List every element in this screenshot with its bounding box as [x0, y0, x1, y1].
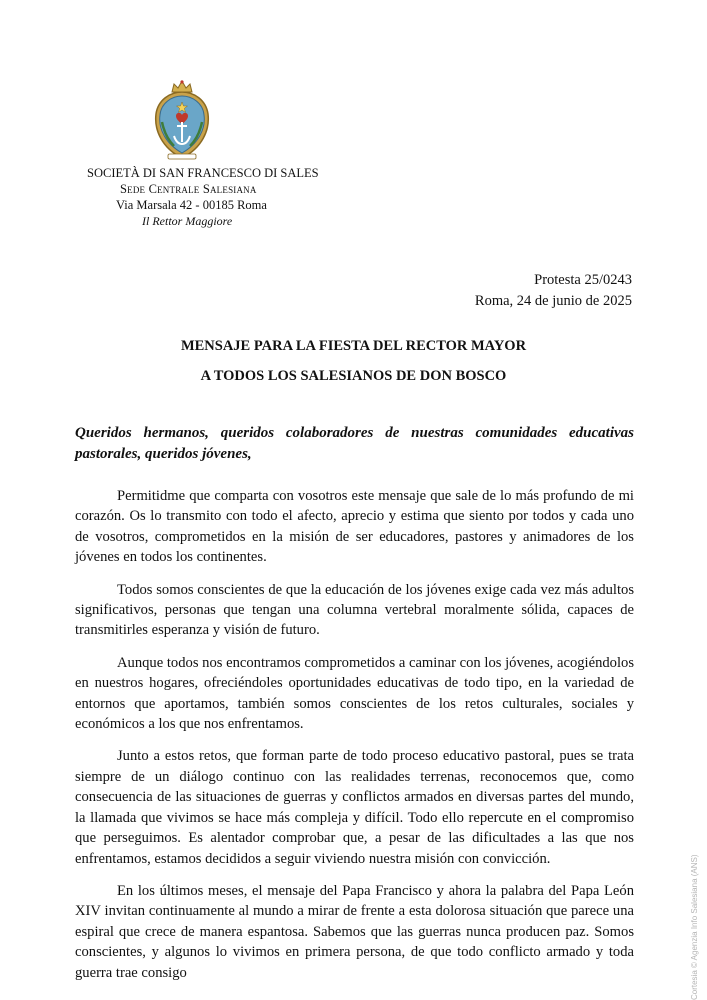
paragraph: Aunque todos nos encontramos comprometidos a caminar con los jóvenes, acogiéndolos en nuestros hogares, ofreciéndoles oportunidades educativas de todo tipo, en la variedad de entornos que aportamos, también somos conscientes de los retos culturales, sociales y económicos a los que nos enfrentamos. — [75, 654, 634, 733]
reference-block — [475, 270, 632, 312]
organization-header — [87, 165, 347, 229]
salesian-crest-logo — [150, 78, 214, 162]
place-date: Roma, 24 de junio de 2025 — [474, 293, 632, 309]
org-sede: Sede Centrale Salesiana — [120, 182, 257, 196]
paragraph: Junto a estos retos, que forman parte de todo proceso educativo pastoral, pues se trata siempre de un diálogo continuo con las realidades terrenas, reconocemos que, como consecuencia de las situaciones de guerras y conflictos armados en diversas partes del mundo, la llamada que vivimos se hace más compleja y difícil. Todo ello repercute en el compromiso que perseguimos. Es alentador comprobar que, a pesar de las dificultades a las que nos enfrentamos, estamos decididos a seguir viviendo nuestra misión con convicción. — [75, 748, 634, 867]
document-title: MENSAJE PARA LA FIESTA DEL RECTOR MAYOR — [180, 338, 527, 354]
org-address: Via Marsala 42 - 00185 Roma — [116, 198, 267, 212]
paragraph: En los últimos meses, el mensaje del Papa Francisco y ahora la palabra del Papa León XIV invitan continuamente al mundo a mirar de frente a esta dolorosa situación que parece una espiral que crece de manera espantosa. Sabemos que las guerras nunca producen paz. Somos conscientes, y algunos lo vivimos en primera persona, de que todo conflicto armado y toda guerra trae consigo — [75, 882, 634, 981]
document-subtitle: A TODOS LOS SALESIANOS DE DON BOSCO — [200, 368, 507, 384]
letter-body — [75, 486, 634, 995]
paragraph: Todos somos conscientes de que la educación de los jóvenes exige cada vez más adultos significativos, personas que tengan una columna vertebral moralmente sólida, capaces de transmitirles esperanza y visión de futuro. — [75, 581, 634, 639]
side-credit: Cortesia © Agenzia Info Salesiana (ANS) — [690, 854, 699, 1000]
paragraph: Permitidme que comparta con vosotros este mensaje que sale de lo más profundo de mi corazón. Os lo transmito con todo el afecto, aprecio y estima que siento por todos y cada uno de vosotros, comprometidos en la misión de ser educadores, pastores y animadores de los jóvenes en todos los continentes. — [75, 488, 634, 566]
org-office: Il Rettor Maggiore — [142, 214, 233, 228]
protocol-number: Protesta 25/0243 — [534, 272, 632, 288]
org-name: SOCIETÀ DI SAN FRANCESCO DI SALES — [87, 166, 319, 180]
greeting: Queridos hermanos, queridos colaboradores de nuestras comunidades educativas pastorales, queridos jóvenes, — [75, 425, 634, 462]
